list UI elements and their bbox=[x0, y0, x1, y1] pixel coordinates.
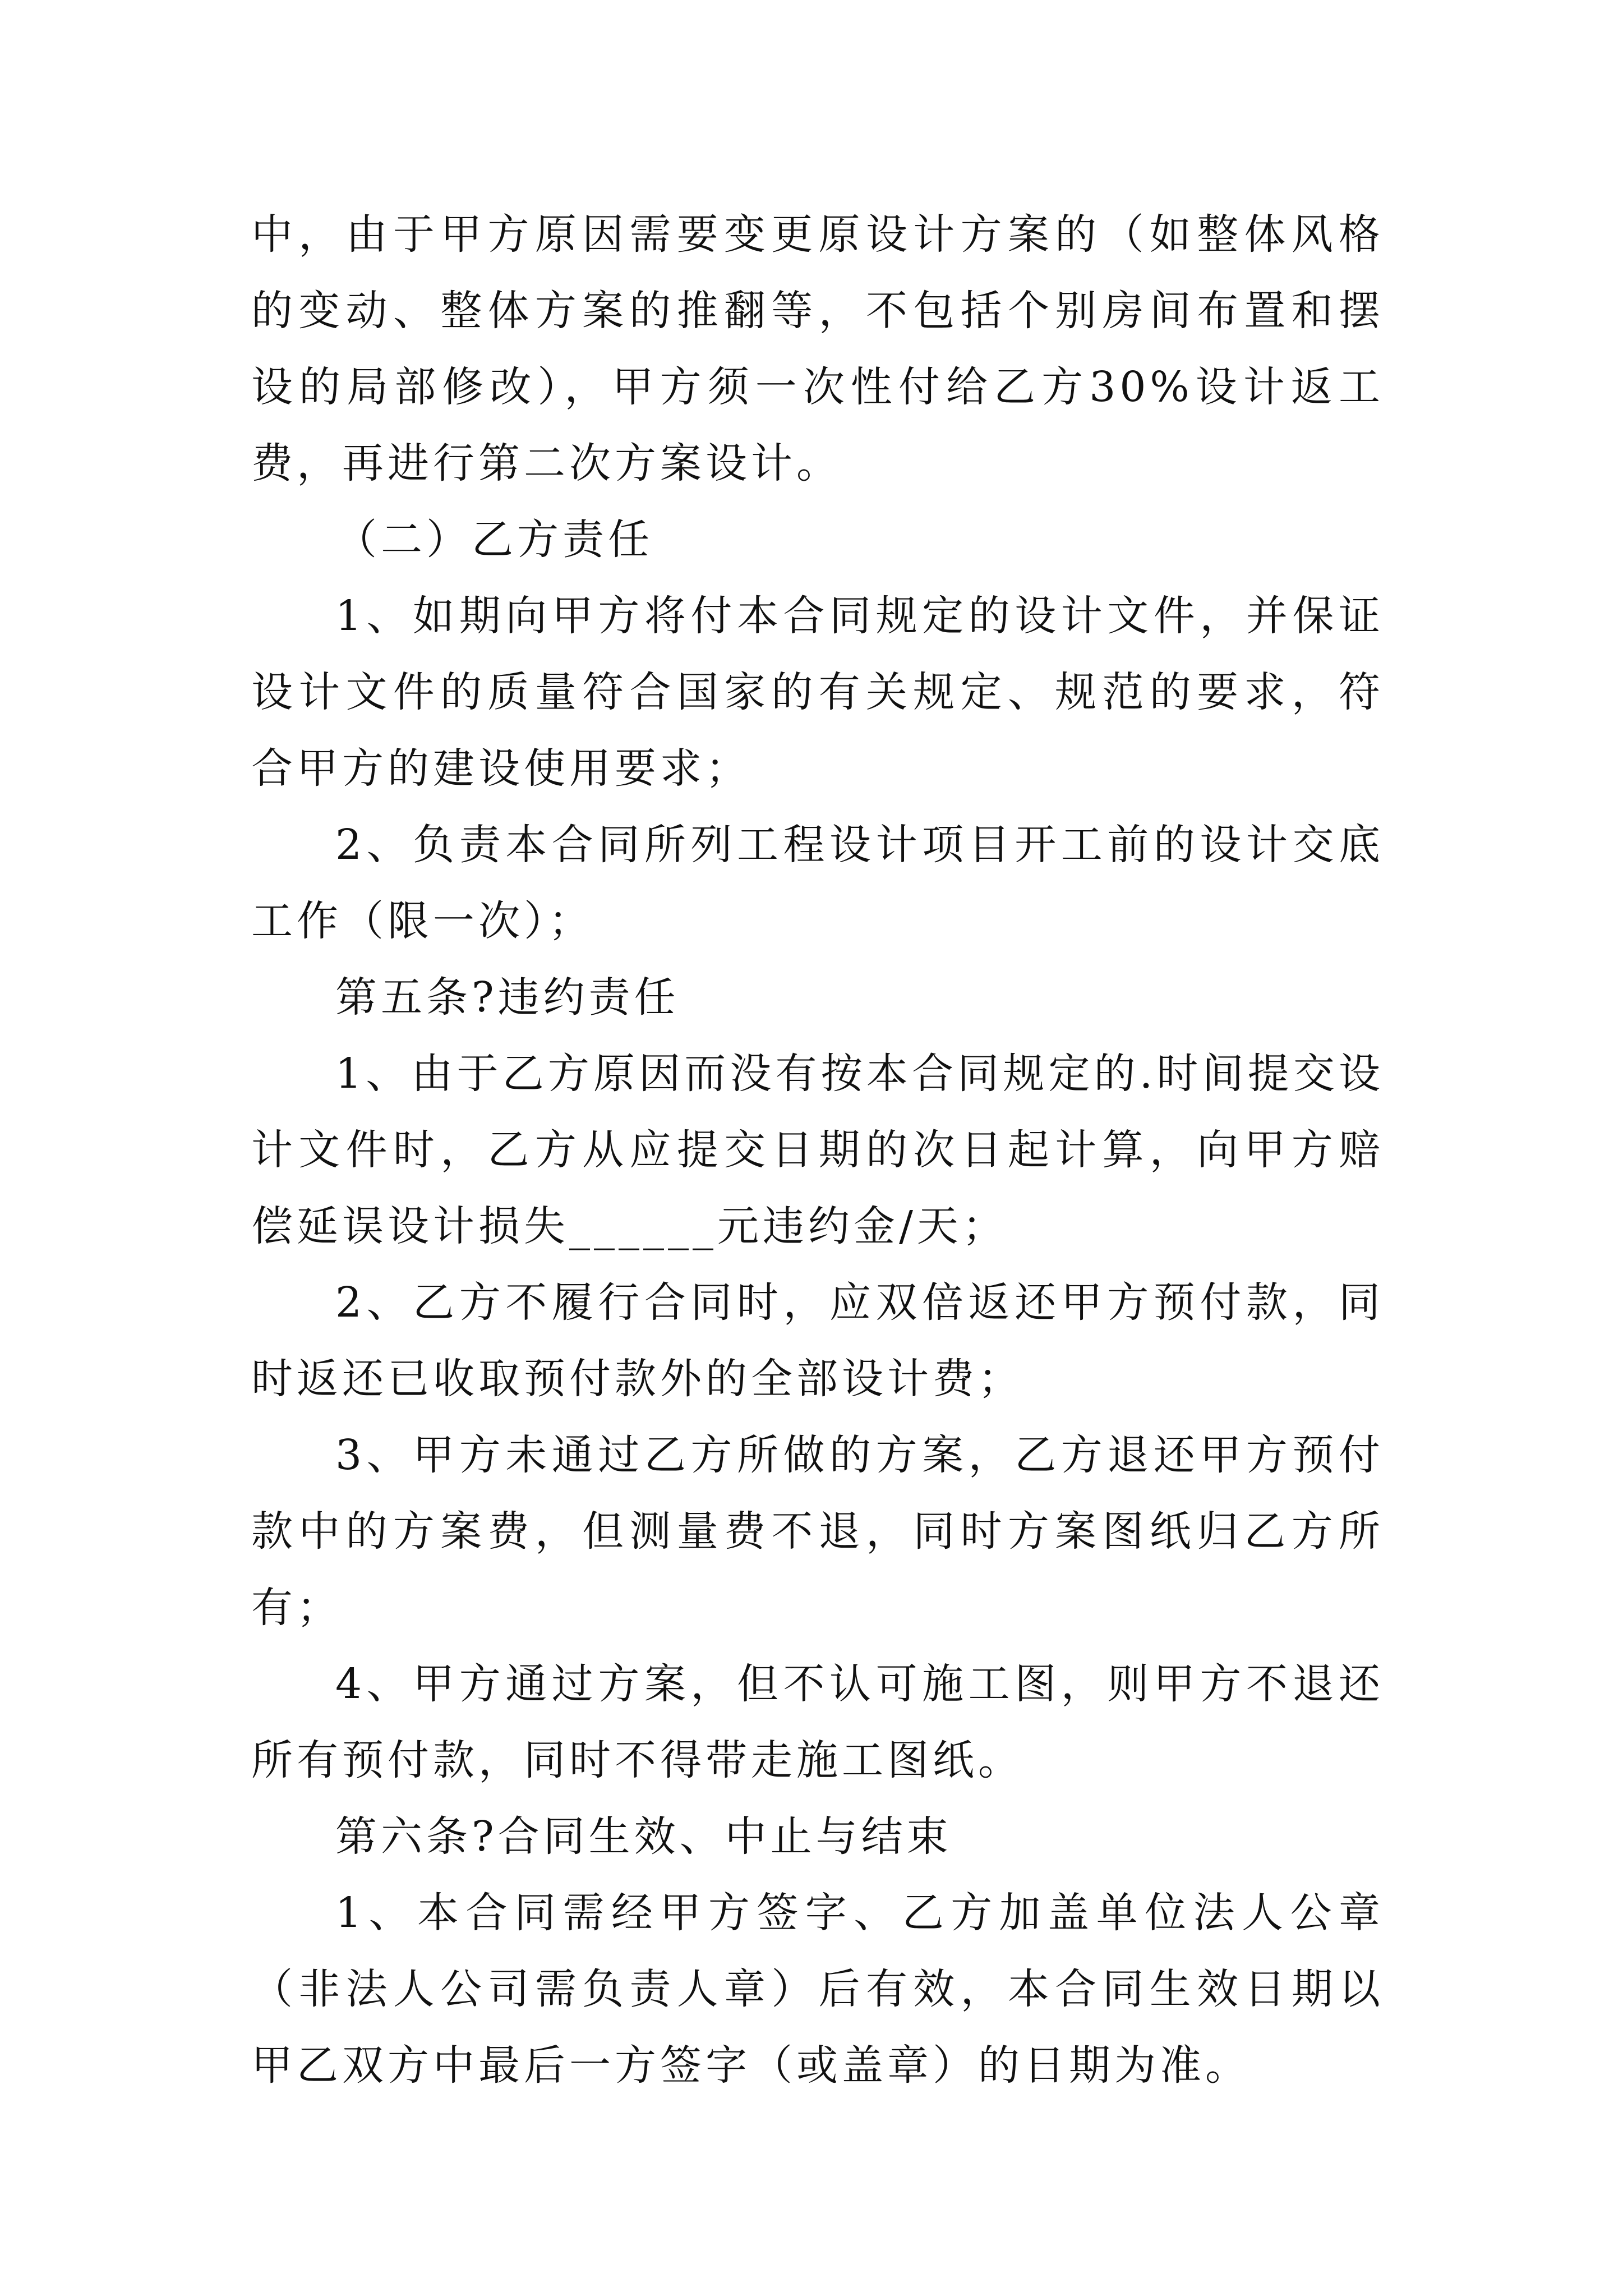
document-body bbox=[251, 196, 1384, 2104]
clause-b2: 2、负责本合同所列工程设计项目开工前的设计交底工作（限一次）； bbox=[251, 821, 1384, 945]
clause-6-1: 1、本合同需经甲方签字、乙方加盖单位法人公章（非法人公司需负责人章）后有效，本合同生效日期以甲乙双方中最后一方签字（或盖章）的日期为准。 bbox=[251, 1889, 1384, 2090]
paragraph-continuation: 中，由于甲方原因需要变更原设计方案的（如整体风格的变动、整体方案的推翻等，不包括个别房间布置和摆设的局部修改），甲方须一次性付给乙方30%设计返工费，再进行第二次方案设计。 bbox=[251, 210, 1384, 487]
clause-5-3: 3、甲方未通过乙方所做的方案，乙方退还甲方预付款中的方案费，但测量费不退，同时方案图纸归乙方所有； bbox=[251, 1431, 1384, 1632]
clause-b1: 1、如期向甲方将付本合同规定的设计文件，并保证设计文件的质量符合国家的有关规定、规范的要求，符合甲方的建设使用要求； bbox=[251, 592, 1384, 793]
clause-5-4: 4、甲方通过方案，但不认可施工图，则甲方不退还所有预付款，同时不得带走施工图纸。 bbox=[251, 1660, 1384, 1784]
article-5-heading: 第五条?违约责任 bbox=[335, 973, 680, 1022]
section-heading-party-b-responsibility: （二）乙方责任 bbox=[335, 516, 653, 564]
article-6-heading: 第六条?合同生效、中止与结束 bbox=[335, 1812, 952, 1861]
clause-5-2: 2、乙方不履行合同时，应双倍返还甲方预付款，同时返还已收取预付款外的全部设计费； bbox=[251, 1278, 1384, 1403]
clause-5-1: 1、由于乙方原因而没有按本合同规定的.时间提交设计文件时，乙方从应提交日期的次日起计算，向甲方赔偿延误设计损失______元违约金/天； bbox=[251, 1050, 1384, 1250]
